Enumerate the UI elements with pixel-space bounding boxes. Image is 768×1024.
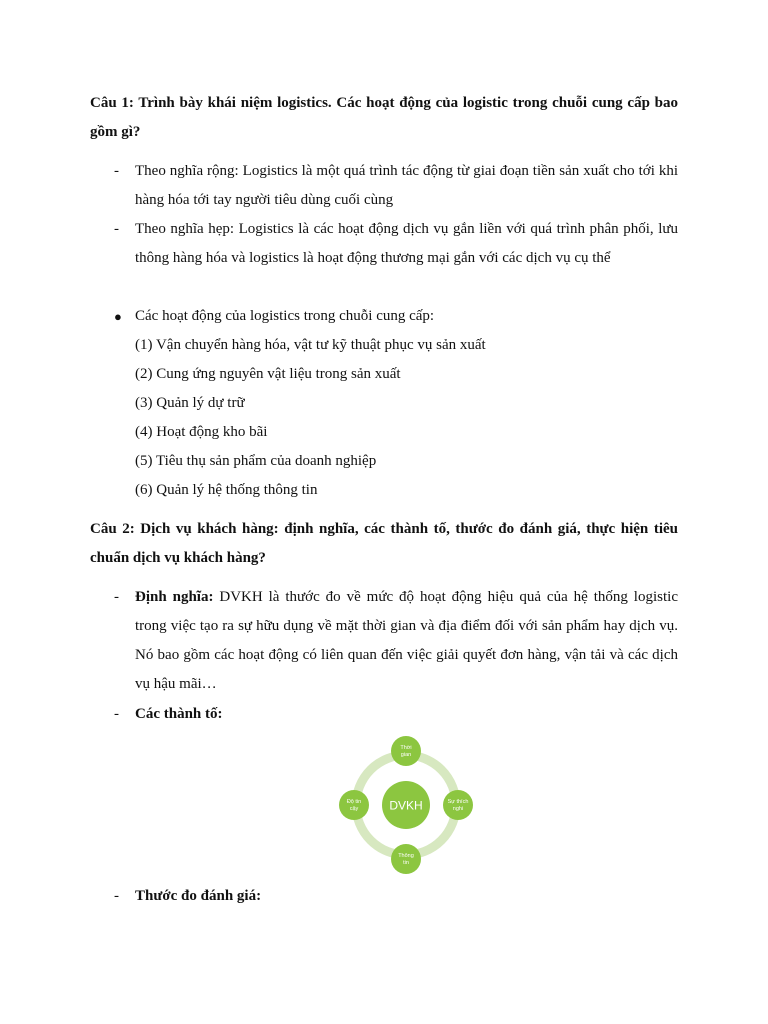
question-2-title: Câu 2: Dịch vụ khách hàng: định nghĩa, các thành tố, thước đo đánh giá, thực hiện tiêu chuẩn dịch vụ khách hàng? <box>90 521 678 566</box>
narrow-definition: Theo nghĩa hẹp: Logistics là các hoạt động dịch vụ gắn liền với quá trình phân phối, lưu thông hàng hóa và logistics là hoạt động thương mại gắn với các dịch vụ cụ thể <box>135 221 678 266</box>
right-node-label-line1: Sự thích <box>447 799 469 805</box>
bottom-node-label-line1: Thông <box>398 853 414 859</box>
activity-item: (5) Tiêu thụ sản phẩm của doanh nghiệp <box>135 453 377 469</box>
dash-marker: - <box>114 888 119 904</box>
activity-item: (3) Quản lý dự trữ <box>135 395 245 411</box>
dash-marker: - <box>114 706 119 722</box>
measure-label: Thước đo đánh giá: <box>135 888 262 904</box>
left-node-label-line1: Độ tin <box>346 799 362 805</box>
center-node-label: DVKH <box>389 798 423 813</box>
dash-marker: - <box>114 589 119 605</box>
top-node <box>391 736 421 766</box>
broad-definition: Theo nghĩa rộng: Logistics là một quá trình tác động từ giai đoạn tiền sản xuất cho tới khi hàng hóa tới tay người tiêu dùng cuối cùng <box>135 163 678 208</box>
bottom-node-label-line2: tin <box>403 860 409 866</box>
right-node <box>443 790 473 820</box>
dash-marker: - <box>114 163 119 179</box>
left-node <box>339 790 369 820</box>
dash-marker: - <box>114 221 119 237</box>
cycle-diagram-svg <box>336 734 476 876</box>
definition-text: DVKH là thước đo về mức độ hoạt động hiệu quả của hệ thống logistic trong việc tạo ra sự hữu dụng về mặt thời gian và địa điểm đối với sản phẩm hay dịch vụ. Nó bao gồm các hoạt động có liên quan đến việc giải quyết đơn hàng, vận tải và các dịch vụ hậu mãi… <box>135 589 678 692</box>
components-label: Các thành tố: <box>135 706 223 722</box>
activity-item: (2) Cung ứng nguyên vật liệu trong sản xuất <box>135 366 401 382</box>
top-node-label-line2: gian <box>400 752 412 758</box>
definition-paragraph <box>135 583 678 699</box>
customer-service-cycle-diagram <box>336 734 476 876</box>
definition-label: Định nghĩa: <box>135 589 214 605</box>
activity-item: (1) Vận chuyển hàng hóa, vật tư kỹ thuật phục vụ sản xuất <box>135 337 486 353</box>
activity-item: (6) Quản lý hệ thống thông tin <box>135 482 318 498</box>
bottom-node <box>391 844 421 874</box>
top-node-label-line1: Thời <box>400 745 412 751</box>
bullet-marker: ● <box>114 309 122 324</box>
activities-intro: Các hoạt động của logistics trong chuỗi cung cấp: <box>135 308 435 324</box>
activity-item: (4) Hoạt động kho bãi <box>135 424 268 440</box>
left-node-label-line2: cậy <box>349 806 359 812</box>
right-node-label-line2: nghi <box>452 806 464 812</box>
question-1-title: Câu 1: Trình bày khái niệm logistics. Các hoạt động của logistic trong chuỗi cung cấp bao gồm gì? <box>90 95 678 140</box>
